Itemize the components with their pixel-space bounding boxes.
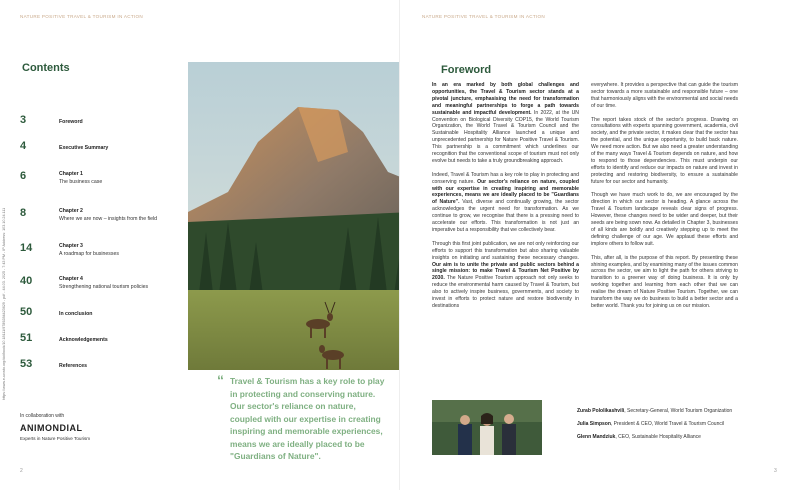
foreword-title: Foreword [441, 64, 492, 76]
signatory-role: , President & CEO, World Travel & Tourism Council [610, 421, 725, 427]
toc-page-number: 6 [20, 170, 27, 182]
toc-title: In conclusion [59, 311, 93, 317]
foreword-paragraph: The report takes stock of the sector's progress. Drawing on consultations with experts spanning government, academia, civil society, and the private sector, it makes clear that the sector has the potential, and the unique opportunity, to build back nature. We need more action. But we also need a greater understanding of the many ways Travel & Tourism depends on nature, and how to respond to those dependencies. This must underpin our efforts to identify and reduce our impacts on nature and invest in protecting and restoring biodiversity, to ensure a sustainable future for our sector and humanity. [591, 116, 738, 185]
toc-page-number: 14 [20, 242, 33, 254]
toc-page-number: 3 [20, 114, 27, 126]
toc-item[interactable] [20, 332, 190, 356]
signatory-name: Zurab Pololikashvili [577, 408, 625, 414]
body-text: The Nature Positive Tourism approach not only seeks to reduce the environmental harm caused by Travel & Tourism, but also to actively inspire business, governments, and society to invest in efforts to protect nature and restore biodiversity in destinations [432, 275, 579, 309]
toc-item[interactable] [20, 358, 190, 382]
foreword-paragraph: This, after all, is the purpose of this report. By presenting these shining examples, and by examining many of the issues common across the sector, we aim to light the path for others striving to transition to a greener way of doing business. It is only by working together and learning from each other that we can realise the dream of Nature Positive Tourism. Together, we can transform the way we do business to build a better sector and a better world. Thank you for joining us on our mission. [591, 254, 738, 309]
toc-page-number: 40 [20, 275, 33, 287]
toc-item[interactable] [20, 114, 190, 138]
toc-page-number: 4 [20, 140, 27, 152]
toc-subtitle: The business case [59, 179, 103, 185]
signatory-name: Julia Simpson [577, 421, 611, 427]
signatory [577, 408, 732, 414]
toc-title: Chapter 4 [59, 276, 83, 282]
contents-title: Contents [22, 62, 70, 74]
toc-item[interactable] [20, 170, 190, 194]
half-dome-photo [188, 62, 413, 370]
bold-text: In an era marked by both global challenges and opportunities, the Travel & Tourism sector stands at a pivotal juncture, emphasising the need for transformation and meaningful partnerships to forge a path towards sustainable and impactful development. [432, 82, 579, 116]
signatory-role: , Secretary-General, World Tourism Organization [624, 408, 733, 414]
leaders-illustration [432, 400, 542, 455]
toc-item[interactable] [20, 275, 190, 299]
signatory [577, 421, 724, 427]
foreword-paragraph [432, 82, 579, 165]
signatory-name: Glenn Mandziuk [577, 434, 616, 440]
toc-subtitle: A roadmap for businesses [59, 251, 119, 257]
logo-tagline: Experts in Nature Positive Tourism [20, 436, 91, 441]
right-running-head: NATURE POSITIVE TRAVEL & TOURISM IN ACTION [422, 14, 546, 19]
toc-page-number: 8 [20, 207, 27, 219]
foreword-column-2 [591, 82, 738, 317]
signatory [577, 434, 701, 440]
toc-title: Chapter 1 [59, 171, 83, 177]
body-text: Indeed, Travel & Tourism has a key role to play in protecting and conserving nature. [432, 171, 579, 185]
toc-title: References [59, 363, 87, 369]
body-text: In 2022, at the UN Convention on Biological Diversity COP15, the World Tourism Organization, the World Travel & Tourism Council and the Sustainable Hospitality Alliance launched a unique and unprecedented partnership for Nature Positive Travel & Tourism. This partnership is a commitment which underlines our recognition that the conventional scope of tourism must not only evolve but needs to take a truly groundbreaking approach. [432, 109, 579, 164]
body-text: Vast, diverse and continually growing, the sector acknowledges the urgent need for transformation. As we continue to grow, we recognise that there is a pressing need to accelerate our efforts. This transformation is not just an imperative but a responsibility that we collectively bear. [432, 199, 579, 234]
toc-title: Acknowledgements [59, 337, 108, 343]
left-running-head: NATURE POSITIVE TRAVEL & TOURISM IN ACTION [20, 14, 144, 19]
toc-page-number: 50 [20, 306, 33, 318]
body-text: Through this first joint publication, we are not only reinforcing our efforts to support this transformation but also sharing valuable insights on initiating and sustaining these necessary changes. [432, 240, 579, 261]
foreword-paragraph: everywhere. It provides a perspective that can guide the tourism sector towards a more sustainable and responsible future – one that harmoniously aligns with the environmental and social needs of our time. [591, 82, 738, 109]
toc-item[interactable] [20, 140, 190, 164]
bold-text: Our sector's reliance on nature, coupled with our expertise in creating inspiring and memorable experiences, means we are ideally placed to be "Guardians of Nature". [432, 178, 580, 206]
foreword-paragraph [432, 172, 579, 234]
bold-text: Our aim is to unite the private and public sectors behind a single mission: to make Travel & Tourism Net Positive by 2030. [432, 261, 579, 282]
toc-subtitle: Strengthening national tourism policies [59, 284, 149, 290]
toc-subtitle: Where we are now – insights from the field [59, 216, 158, 222]
toc-page-number: 53 [20, 358, 33, 370]
pull-quote: Travel & Tourism has a key role to play in protecting and conserving nature. Our sector's reliance on nature, coupled with our expertise in creating inspiring and memorable experiences, means we are ideally placed to be "Guardians of Nature". [230, 376, 385, 461]
collaboration-label: In collaboration with [20, 413, 65, 419]
toc-title: Chapter 2 [59, 208, 83, 214]
toc-item[interactable] [20, 242, 190, 266]
right-page-number: 3 [774, 468, 777, 474]
left-page-number: 2 [20, 468, 23, 474]
leaders-photo [432, 400, 542, 455]
foreword-paragraph: Though we have much work to do, we are encouraged by the direction in which our sector is heading. A glance across the Travel & Tourism landscape reveals clear signs of progress. However, these changes need to be wider and deeper, but their seeds are being sown now. As detailed in Chapter 3, businesses of all kinds are boldly and creatively stepping up to meet the defining challenge of our age. We applaud these efforts and implore others to follow suit. [591, 192, 738, 247]
toc-title: Executive Summary [59, 145, 109, 151]
signatory-role: , CEO, Sustainable Hospitality Alliance [615, 434, 701, 440]
toc-item[interactable] [20, 207, 190, 231]
toc-page-number: 51 [20, 332, 33, 344]
foreword-paragraph [432, 241, 579, 310]
toc-title: Foreword [59, 119, 83, 125]
foreword-column-1 [432, 82, 579, 317]
toc-title: Chapter 3 [59, 243, 83, 249]
quote-mark-icon: “ [217, 372, 224, 388]
side-download-stamp: https://www.e-unwto.org/doi/book/10.18111/9789284423629 - pdf - 44.03. 2025 - 7:43 PM - IP Address: 103.10.24.111 [2, 207, 6, 400]
toc-item[interactable] [20, 306, 190, 330]
animondial-logo: ANIMONDIAL [20, 423, 83, 433]
landscape-illustration [188, 62, 413, 370]
